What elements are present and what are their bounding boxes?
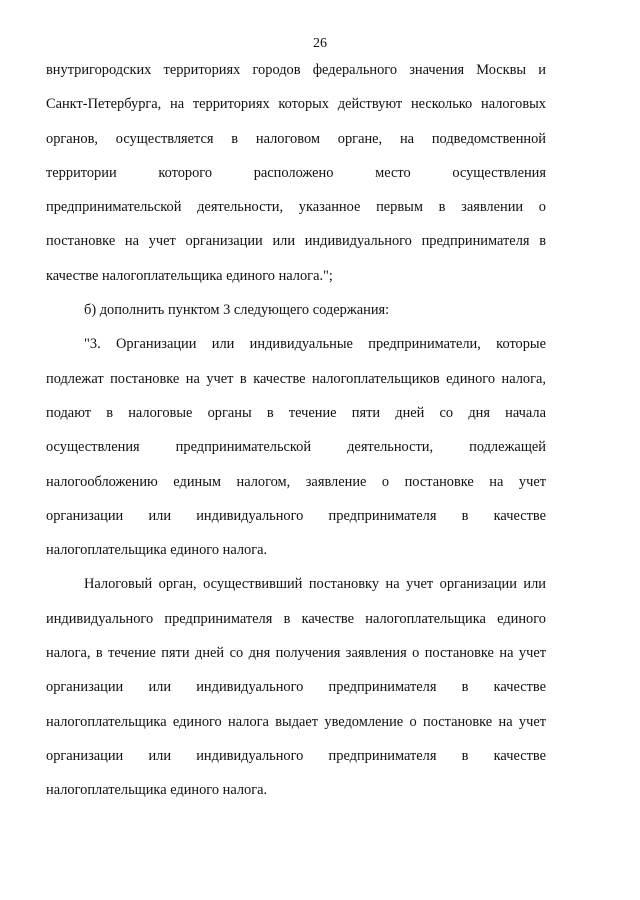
paragraph-line: б) дополнить пунктом 3 следующего содержания: bbox=[84, 302, 390, 319]
page-number: 26 bbox=[313, 36, 327, 51]
paragraph-line: территории которого расположено место осуществления bbox=[46, 164, 546, 181]
paragraph-line: Санкт-Петербурга, на территориях которых действуют несколько налоговых bbox=[46, 96, 546, 113]
paragraph-line: качестве налогоплательщика единого налога."; bbox=[46, 267, 333, 284]
paragraph-line: подлежат постановке на учет в качестве налогоплательщиков единого налога, bbox=[46, 370, 546, 387]
paragraph-line: Налоговый орган, осуществивший постановку на учет организации или bbox=[84, 576, 546, 593]
paragraph-line: организации или индивидуального предпринимателя в качестве bbox=[46, 507, 546, 524]
paragraph-line: органов, осуществляется в налоговом органе, на подведомственной bbox=[46, 130, 546, 147]
paragraph-line: налогообложению единым налогом, заявление о постановке на учет bbox=[46, 473, 546, 490]
paragraph-line: индивидуального предпринимателя в качестве налогоплательщика единого bbox=[46, 610, 546, 627]
paragraph-line: внутригородских территориях городов федерального значения Москвы и bbox=[46, 62, 546, 78]
paragraph-line: постановке на учет организации или индивидуального предпринимателя в bbox=[46, 233, 546, 250]
document-body bbox=[46, 53, 546, 808]
paragraph-line: организации или индивидуального предпринимателя в качестве bbox=[46, 679, 546, 696]
paragraph-line: налогоплательщика единого налога. bbox=[46, 782, 268, 799]
paragraph-line: осуществления предпринимательской деятельности, подлежащей bbox=[46, 439, 546, 456]
paragraph-line: налогоплательщика единого налога выдает уведомление о постановке на учет bbox=[46, 713, 546, 730]
paragraph-line: "3. Организации или индивидуальные предприниматели, которые bbox=[84, 336, 546, 353]
paragraph-line: налога, в течение пяти дней со дня получения заявления о постановке на учет bbox=[46, 645, 546, 662]
paragraph-line: подают в налоговые органы в течение пяти дней со дня начала bbox=[46, 404, 546, 421]
paragraph-line: налогоплательщика единого налога. bbox=[46, 542, 268, 559]
paragraph-line: организации или индивидуального предпринимателя в качестве bbox=[46, 747, 546, 764]
paragraph-line: предпринимательской деятельности, указанное первым в заявлении о bbox=[46, 199, 546, 216]
